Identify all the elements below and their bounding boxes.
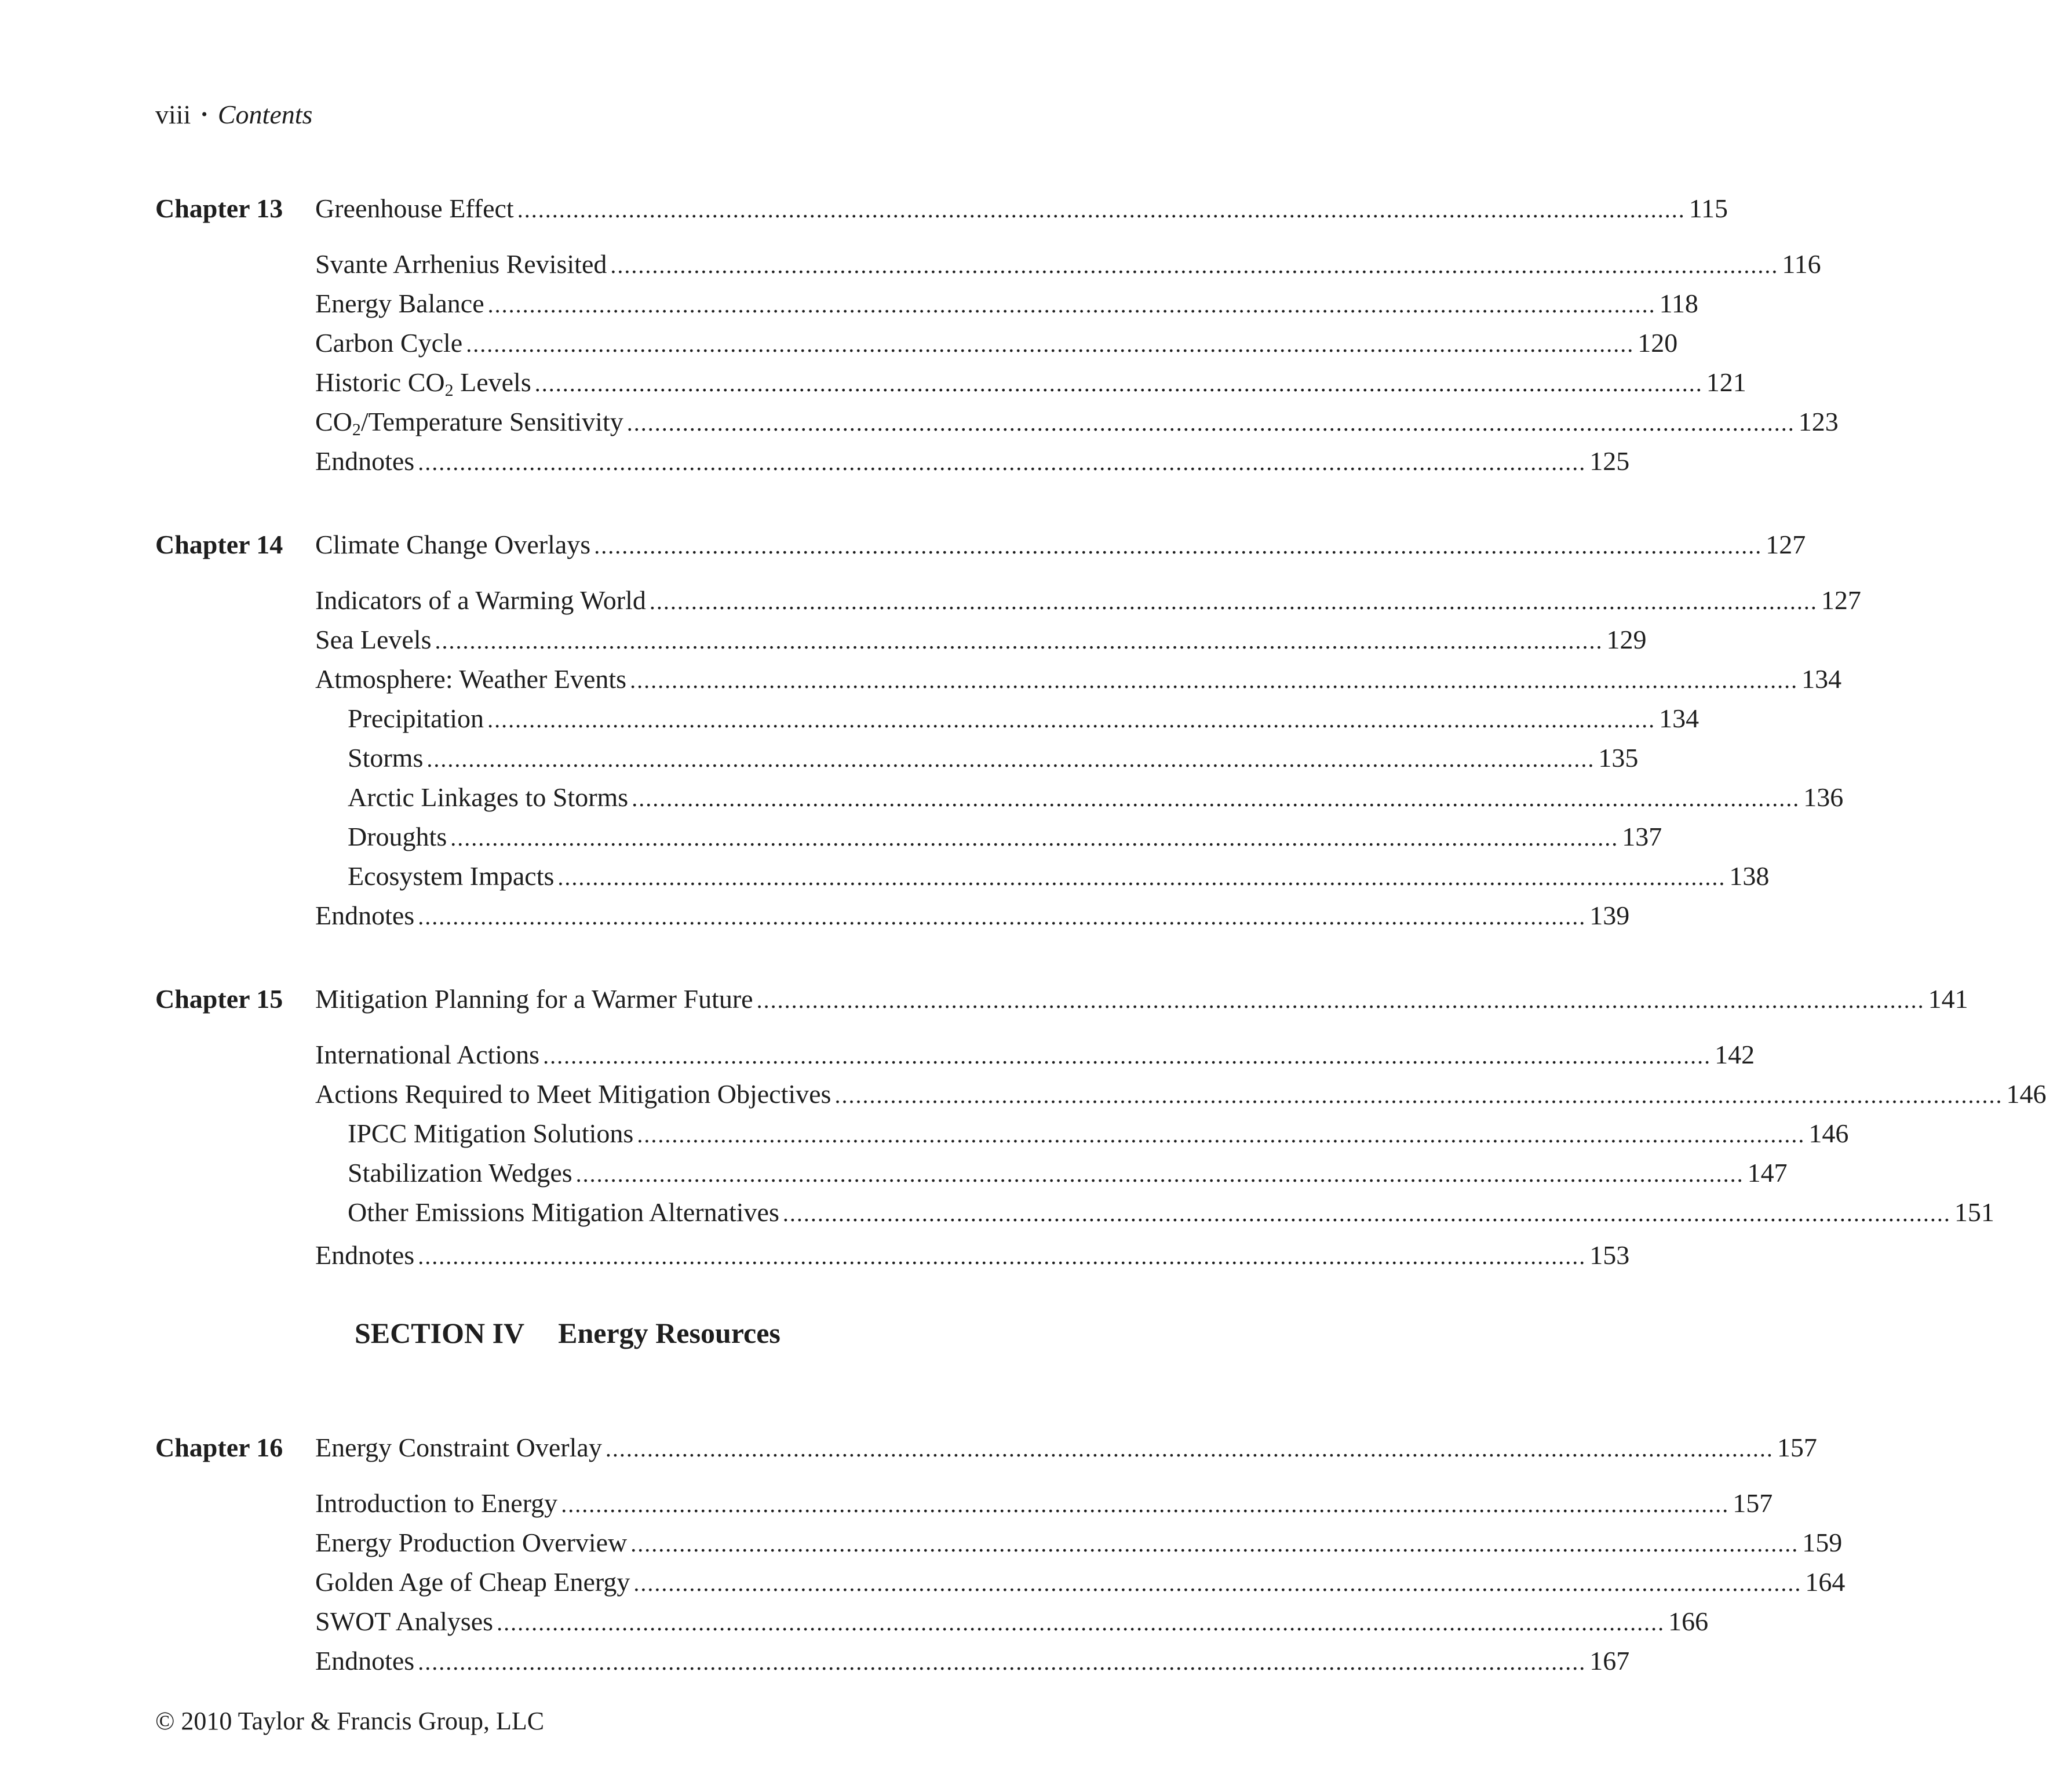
entry-title: Droughts	[348, 822, 447, 851]
toc-entry[interactable]	[315, 1525, 1843, 1560]
dot-leader: ........................................................................................................................................................................	[418, 449, 1587, 475]
toc-entry[interactable]	[315, 1644, 1630, 1678]
entry-title: Svante Arrhenius Revisited	[315, 249, 607, 279]
toc-subentry[interactable]	[348, 1195, 1994, 1230]
page-ref: 141	[1928, 984, 1968, 1014]
page-ref: 137	[1622, 822, 1662, 851]
dot-leader: ........................................................................................................................................................................	[418, 1243, 1587, 1269]
page-ref: 123	[1798, 407, 1839, 436]
page-ref: 127	[1766, 530, 1806, 559]
page-ref: 157	[1777, 1433, 1817, 1462]
toc-entry[interactable]	[315, 898, 1630, 933]
entry-title: Atmosphere: Weather Events	[315, 664, 627, 694]
page-ref: 136	[1803, 782, 1844, 812]
entry-title: Carbon Cycle	[315, 328, 463, 358]
toc-entry[interactable]	[315, 1604, 1709, 1639]
entry-title: Ecosystem Impacts	[348, 861, 555, 891]
page-ref: 127	[1821, 585, 1861, 615]
page-ref: 138	[1729, 861, 1770, 891]
toc-entry[interactable]	[315, 286, 1698, 321]
chapter-title: Climate Change Overlays	[315, 530, 591, 559]
toc-subentry[interactable]	[348, 819, 1662, 854]
entry-title: Endnotes	[315, 446, 415, 476]
entry-title: Energy Balance	[315, 289, 484, 318]
toc-entry[interactable]	[315, 1486, 1773, 1521]
section-title: Energy Resources	[558, 1317, 781, 1349]
page-ref: 164	[1805, 1567, 1846, 1597]
copyright-footer: © 2010 Taylor & Francis Group, LLC	[155, 1707, 545, 1735]
section-label: SECTION IV	[355, 1317, 525, 1349]
chapter-title-line[interactable]	[315, 982, 1968, 1017]
dot-leader: ........................................................................................................................................................................	[534, 370, 1703, 396]
dot-leader: ........................................................................................................................................................................	[517, 196, 1686, 223]
dot-leader: ........................................................................................................................................................................	[626, 410, 1795, 436]
entry-title: Indicators of a Warming World	[315, 585, 646, 615]
chapter-title: Greenhouse Effect	[315, 194, 514, 223]
dot-leader: ........................................................................................................................................................................	[630, 1531, 1799, 1557]
page-ref: 125	[1589, 446, 1630, 476]
dot-leader: ........................................................................................................................................................................	[561, 1491, 1730, 1517]
dot-leader: ........................................................................................................................................................................	[649, 588, 1818, 614]
toc-entry[interactable]	[315, 365, 1746, 400]
dot-leader: ........................................................................................................................................................................	[426, 746, 1595, 772]
dot-leader: ........................................................................................................................................................................	[466, 331, 1635, 357]
chapter-title-line[interactable]	[315, 191, 1728, 226]
page-ref: 146	[1808, 1119, 1849, 1148]
page-ref: 134	[1801, 664, 1842, 694]
dot-leader: ........................................................................................................................................................................	[543, 1043, 1712, 1069]
entry-title: Introduction to Energy	[315, 1488, 558, 1518]
entry-title: Arctic Linkages to Storms	[348, 782, 629, 812]
page-ref: 157	[1733, 1488, 1773, 1518]
page-ref: 120	[1637, 328, 1678, 358]
entry-title: Storms	[348, 743, 424, 773]
toc-subentry[interactable]	[348, 859, 1770, 894]
dot-leader: ........................................................................................................................................................................	[557, 864, 1726, 890]
toc-subentry[interactable]	[348, 701, 1699, 736]
page-ref: 159	[1802, 1528, 1843, 1557]
chapter-title: Energy Constraint Overlay	[315, 1433, 602, 1462]
dot-leader: ........................................................................................................................................................................	[594, 533, 1763, 559]
section-heading	[355, 1314, 781, 1352]
dot-leader: ........................................................................................................................................................................	[633, 1570, 1802, 1596]
toc-entry[interactable]	[315, 1077, 2046, 1112]
dot-leader: ........................................................................................................................................................................	[637, 1121, 1806, 1148]
dot-leader: ........................................................................................................................................................................	[487, 292, 1656, 318]
entry-title: Stabilization Wedges	[348, 1158, 572, 1188]
entry-title: Golden Age of Cheap Energy	[315, 1567, 630, 1597]
toc-entry[interactable]	[315, 1238, 1630, 1273]
entry-title: Other Emissions Mitigation Alternatives	[348, 1197, 779, 1227]
entry-title: IPCC Mitigation Solutions	[348, 1119, 634, 1148]
toc-entry[interactable]	[315, 622, 1647, 657]
dot-leader: ........................................................................................................................................................................	[487, 706, 1656, 733]
toc-entry[interactable]	[315, 405, 1839, 439]
dot-leader: ........................................................................................................................................................................	[756, 987, 1925, 1013]
dot-leader: ........................................................................................................................................................................	[497, 1609, 1665, 1636]
dot-leader: ........................................................................................................................................................................	[834, 1082, 2003, 1108]
dot-leader: ........................................................................................................................................................................	[632, 785, 1800, 811]
entry-title: Historic $CO_2$ Levels	[315, 367, 531, 400]
chapter-title: Mitigation Planning for a Warmer Future	[315, 984, 753, 1014]
chapter-title-line[interactable]	[315, 1430, 1817, 1465]
chapter-label: Chapter 14	[155, 530, 283, 559]
entry-title: Endnotes	[315, 901, 415, 930]
page-ref: 116	[1782, 249, 1821, 279]
dot-leader: ........................................................................................................................................................................	[605, 1436, 1774, 1462]
page-ref: 139	[1589, 901, 1630, 930]
page-ref: 167	[1589, 1646, 1630, 1676]
chapter-label: Chapter 16	[155, 1433, 283, 1462]
dot-leader: ........................................................................................................................................................................	[610, 252, 1779, 278]
running-header	[155, 97, 312, 132]
chapter-label: Chapter 13	[155, 194, 283, 223]
dot-leader: ........................................................................................................................................................................	[575, 1161, 1744, 1187]
toc-entry[interactable]	[315, 583, 1861, 618]
page-ref: 134	[1659, 704, 1699, 733]
toc-entry[interactable]	[315, 1037, 1755, 1072]
page-ref: 166	[1668, 1607, 1709, 1636]
dot-leader: ........................................................................................................................................................................	[782, 1200, 1951, 1226]
dot-leader: ........................................................................................................................................................................	[418, 1649, 1587, 1675]
toc-subentry[interactable]	[348, 741, 1639, 775]
toc-subentry[interactable]	[348, 1116, 1849, 1151]
entry-title: SWOT Analyses	[315, 1607, 494, 1636]
dot-leader: ........................................................................................................................................................................	[435, 628, 1603, 654]
page-number: viii	[155, 100, 191, 129]
page-ref: 118	[1659, 289, 1698, 318]
bullet-separator: •	[201, 105, 207, 124]
page-ref: 142	[1715, 1040, 1755, 1069]
entry-title: Precipitation	[348, 704, 484, 733]
toc-entry[interactable]	[315, 662, 1842, 697]
entry-title: Sea Levels	[315, 625, 432, 654]
entry-title: Energy Production Overview	[315, 1528, 628, 1557]
entry-title: International Actions	[315, 1040, 540, 1069]
page-ref: 151	[1954, 1197, 1994, 1227]
toc-entry[interactable]	[315, 326, 1678, 360]
toc-subentry[interactable]	[348, 780, 1844, 815]
entry-title: Endnotes	[315, 1240, 415, 1270]
dot-leader: ........................................................................................................................................................................	[418, 904, 1587, 930]
page-ref: 147	[1747, 1158, 1788, 1188]
page-ref: 146	[2006, 1079, 2046, 1109]
toc-entry[interactable]	[315, 1565, 1846, 1600]
dot-leader: ........................................................................................................................................................................	[630, 667, 1799, 693]
toc-entry[interactable]	[315, 247, 1821, 282]
page-ref: 129	[1606, 625, 1647, 654]
page-ref: 135	[1598, 743, 1639, 773]
entry-title: Endnotes	[315, 1646, 415, 1676]
entry-title: Actions Required to Meet Mitigation Objectives	[315, 1079, 831, 1109]
toc-subentry[interactable]	[348, 1156, 1788, 1190]
dot-leader: ........................................................................................................................................................................	[450, 825, 1619, 851]
page-ref: 121	[1706, 367, 1746, 397]
entry-title: $CO_2$/Temperature Sensitivity	[315, 407, 623, 439]
chapter-title-line[interactable]	[315, 527, 1806, 562]
page-ref: 115	[1688, 194, 1728, 223]
page-ref: 153	[1589, 1240, 1630, 1270]
chapter-label: Chapter 15	[155, 984, 283, 1014]
running-title: Contents	[217, 100, 313, 129]
toc-entry[interactable]	[315, 444, 1630, 479]
